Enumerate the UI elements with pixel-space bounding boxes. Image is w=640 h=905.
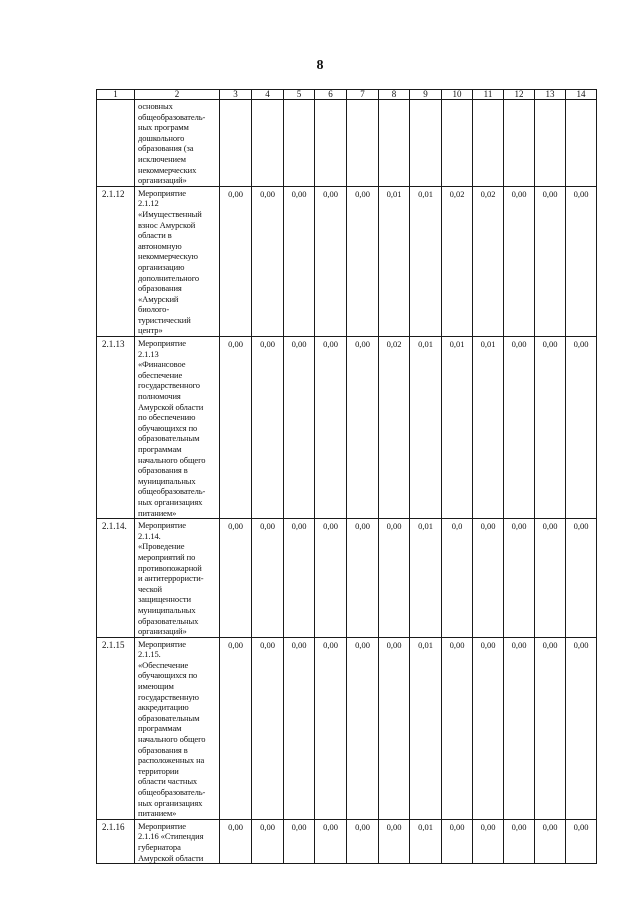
description-line: автономную (138, 240, 182, 251)
row-description (135, 637, 220, 819)
table-row (97, 186, 597, 336)
description-line: 2.1.12 (138, 198, 159, 209)
row-code: 2.1.15 (97, 637, 135, 819)
value-cell: 0,00 (252, 337, 284, 519)
value-cell: 0,00 (566, 637, 597, 819)
value-cell: 0,00 (442, 637, 473, 819)
value-cell: 0,00 (220, 637, 252, 819)
description-line: области частных (138, 776, 198, 787)
description-line: Амурской области (138, 852, 204, 863)
description-line: дополнительного (138, 272, 200, 283)
column-header: 4 (252, 90, 284, 100)
description-line: образовательных (138, 615, 199, 626)
row-description (135, 100, 220, 187)
column-header: 5 (284, 90, 315, 100)
description-line: защищенности (138, 594, 191, 605)
description-line: расположенных на (138, 755, 205, 766)
description-line: ных организациях (138, 797, 203, 808)
description-line: некоммерческую (138, 251, 198, 262)
value-cell: 0,00 (284, 637, 315, 819)
value-cell: 0,00 (535, 819, 566, 863)
column-header: 1 (97, 90, 135, 100)
description-line: образования (138, 283, 182, 294)
value-cell (315, 100, 347, 187)
description-line: обеспечение (138, 369, 183, 380)
column-header: 7 (347, 90, 379, 100)
value-cell: 0,00 (347, 337, 379, 519)
value-cell (442, 100, 473, 187)
description-line: территории (138, 765, 179, 776)
row-description (135, 337, 220, 519)
description-line: Мероприятие (138, 638, 186, 649)
table-row (97, 337, 597, 519)
description-line: начального общего (138, 454, 206, 465)
value-cell: 0,02 (473, 186, 504, 336)
value-cell: 0,00 (284, 819, 315, 863)
value-cell: 0,01 (410, 819, 442, 863)
description-line: питанием» (138, 808, 177, 819)
column-header: 11 (473, 90, 504, 100)
value-cell: 0,00 (535, 637, 566, 819)
description-line: начального общего (138, 734, 206, 745)
row-code: 2.1.13 (97, 337, 135, 519)
row-description (135, 519, 220, 638)
value-cell: 0,00 (220, 819, 252, 863)
value-cell: 0,00 (220, 519, 252, 638)
value-cell: 0,00 (347, 186, 379, 336)
description-line: некоммерческих (138, 164, 197, 175)
value-cell: 0,00 (220, 186, 252, 336)
description-line: образовательным (138, 712, 200, 723)
table-row (97, 519, 597, 638)
value-cell: 0,00 (252, 519, 284, 638)
description-line: 2.1.16 «Стипендия (138, 831, 204, 842)
row-code (97, 100, 135, 187)
description-line: Мероприятие (138, 187, 186, 198)
value-cell: 0,01 (473, 337, 504, 519)
description-line: 2.1.15. (138, 649, 161, 660)
value-cell: 0,00 (442, 819, 473, 863)
description-line: Мероприятие (138, 820, 186, 831)
budget-table (96, 89, 597, 864)
description-line: государственную (138, 691, 199, 702)
value-cell: 0,00 (315, 819, 347, 863)
value-cell: 0,00 (284, 186, 315, 336)
description-line: губернатора (138, 841, 181, 852)
column-header: 6 (315, 90, 347, 100)
value-cell: 0,00 (347, 519, 379, 638)
value-cell: 0,00 (566, 337, 597, 519)
row-code: 2.1.12 (97, 186, 135, 336)
value-cell: 0,00 (284, 519, 315, 638)
description-line: общеобразователь- (138, 486, 206, 497)
row-description (135, 186, 220, 336)
description-line: ных организациях (138, 496, 203, 507)
value-cell: 0,00 (504, 819, 535, 863)
row-code: 2.1.14. (97, 519, 135, 638)
table-header-row (97, 90, 597, 100)
value-cell (252, 100, 284, 187)
column-header: 9 (410, 90, 442, 100)
value-cell: 0,00 (315, 637, 347, 819)
description-line: программам (138, 444, 182, 454)
description-line: дошкольного (138, 132, 185, 143)
description-line: мероприятий по (138, 551, 196, 562)
description-line: Мероприятие (138, 338, 186, 349)
value-cell (347, 100, 379, 187)
value-cell: 0,00 (504, 637, 535, 819)
description-line: образовательным (138, 433, 200, 444)
description-line: образования в (138, 744, 188, 755)
description-line: муниципальных (138, 604, 196, 615)
value-cell: 0,00 (252, 186, 284, 336)
table-row (97, 819, 597, 863)
value-cell: 0,02 (442, 186, 473, 336)
description-line: питанием» (138, 507, 177, 518)
description-line: и антитеррористи- (138, 573, 204, 584)
description-line: Амурской области (138, 401, 204, 412)
value-cell (566, 100, 597, 187)
description-line: исключением (138, 153, 186, 164)
value-cell: 0,00 (473, 637, 504, 819)
description-line: 2.1.14. (138, 530, 161, 541)
description-line: «Имущественный (138, 208, 202, 219)
value-cell: 0,01 (410, 337, 442, 519)
column-header: 14 (566, 90, 597, 100)
column-header: 13 (535, 90, 566, 100)
description-line: образования (за (138, 143, 194, 154)
value-cell: 0,00 (379, 519, 410, 638)
description-line: «Проведение (138, 541, 185, 552)
value-cell: 0,01 (410, 519, 442, 638)
description-line: противопожарной (138, 562, 202, 573)
table-row (97, 637, 597, 819)
description-line: «Обеспечение (138, 659, 189, 670)
value-cell: 0,01 (410, 637, 442, 819)
description-line: имеющим (138, 681, 174, 692)
value-cell: 0,01 (379, 186, 410, 336)
value-cell: 0,00 (504, 186, 535, 336)
value-cell: 0,00 (535, 519, 566, 638)
value-cell: 0,00 (315, 519, 347, 638)
value-cell (535, 100, 566, 187)
table-row (97, 100, 597, 187)
description-line: общеобразователь- (138, 787, 206, 797)
table-body (97, 100, 597, 864)
description-line: туристический (138, 314, 191, 325)
description-line: «Амурский (138, 293, 179, 304)
value-cell: 0,00 (379, 819, 410, 863)
value-cell: 0,00 (252, 637, 284, 819)
description-line: обучающихся по (138, 670, 198, 681)
column-header: 12 (504, 90, 535, 100)
value-cell: 0,00 (315, 337, 347, 519)
value-cell: 0,00 (535, 186, 566, 336)
value-cell (379, 100, 410, 187)
value-cell (410, 100, 442, 187)
page-number: 8 (316, 58, 324, 73)
description-line: Мероприятие (138, 520, 186, 531)
description-line: организаций» (138, 626, 187, 637)
description-line: обучающихся по (138, 422, 198, 433)
column-header: 10 (442, 90, 473, 100)
value-cell: 0,01 (442, 337, 473, 519)
value-cell: 0,00 (473, 819, 504, 863)
description-line: муниципальных (138, 475, 196, 486)
row-code: 2.1.16 (97, 819, 135, 863)
value-cell: 0,00 (473, 519, 504, 638)
column-header: 8 (379, 90, 410, 100)
value-cell: 0,00 (566, 186, 597, 336)
value-cell (473, 100, 504, 187)
value-cell: 0,00 (347, 637, 379, 819)
description-line: полномочия (138, 391, 181, 402)
description-line: по обеспечению (138, 412, 196, 423)
description-line: организаций» (138, 175, 187, 186)
value-cell: 0,00 (379, 637, 410, 819)
value-cell (220, 100, 252, 187)
description-line: организацию (138, 261, 185, 272)
row-description (135, 819, 220, 863)
description-line: «Финансовое (138, 359, 186, 370)
description-line: центр» (138, 325, 163, 336)
value-cell: 0,00 (284, 337, 315, 519)
description-line: 2.1.13 (138, 348, 159, 359)
column-header: 2 (135, 90, 220, 100)
value-cell: 0,02 (379, 337, 410, 519)
description-line: программам (138, 723, 182, 734)
value-cell: 0,00 (220, 337, 252, 519)
value-cell: 0,00 (535, 337, 566, 519)
value-cell: 0,00 (504, 337, 535, 519)
description-line: области в (138, 230, 172, 241)
value-cell: 0,00 (566, 819, 597, 863)
description-line: государственного (138, 380, 200, 391)
description-line: взнос Амурской (138, 219, 196, 230)
description-line: образования в (138, 465, 188, 476)
value-cell (284, 100, 315, 187)
description-line: основных (138, 101, 173, 111)
value-cell: 0,00 (566, 519, 597, 638)
value-cell: 0,00 (347, 819, 379, 863)
value-cell: 0,0 (442, 519, 473, 638)
value-cell: 0,01 (410, 186, 442, 336)
description-line: биолого- (138, 304, 170, 315)
value-cell: 0,00 (504, 519, 535, 638)
value-cell (504, 100, 535, 187)
value-cell: 0,00 (315, 186, 347, 336)
value-cell: 0,00 (252, 819, 284, 863)
description-line: общеобразователь- (138, 111, 206, 122)
description-line: аккредитацию (138, 702, 189, 713)
description-line: ных программ (138, 122, 189, 133)
description-line: ческой (138, 583, 162, 594)
column-header: 3 (220, 90, 252, 100)
